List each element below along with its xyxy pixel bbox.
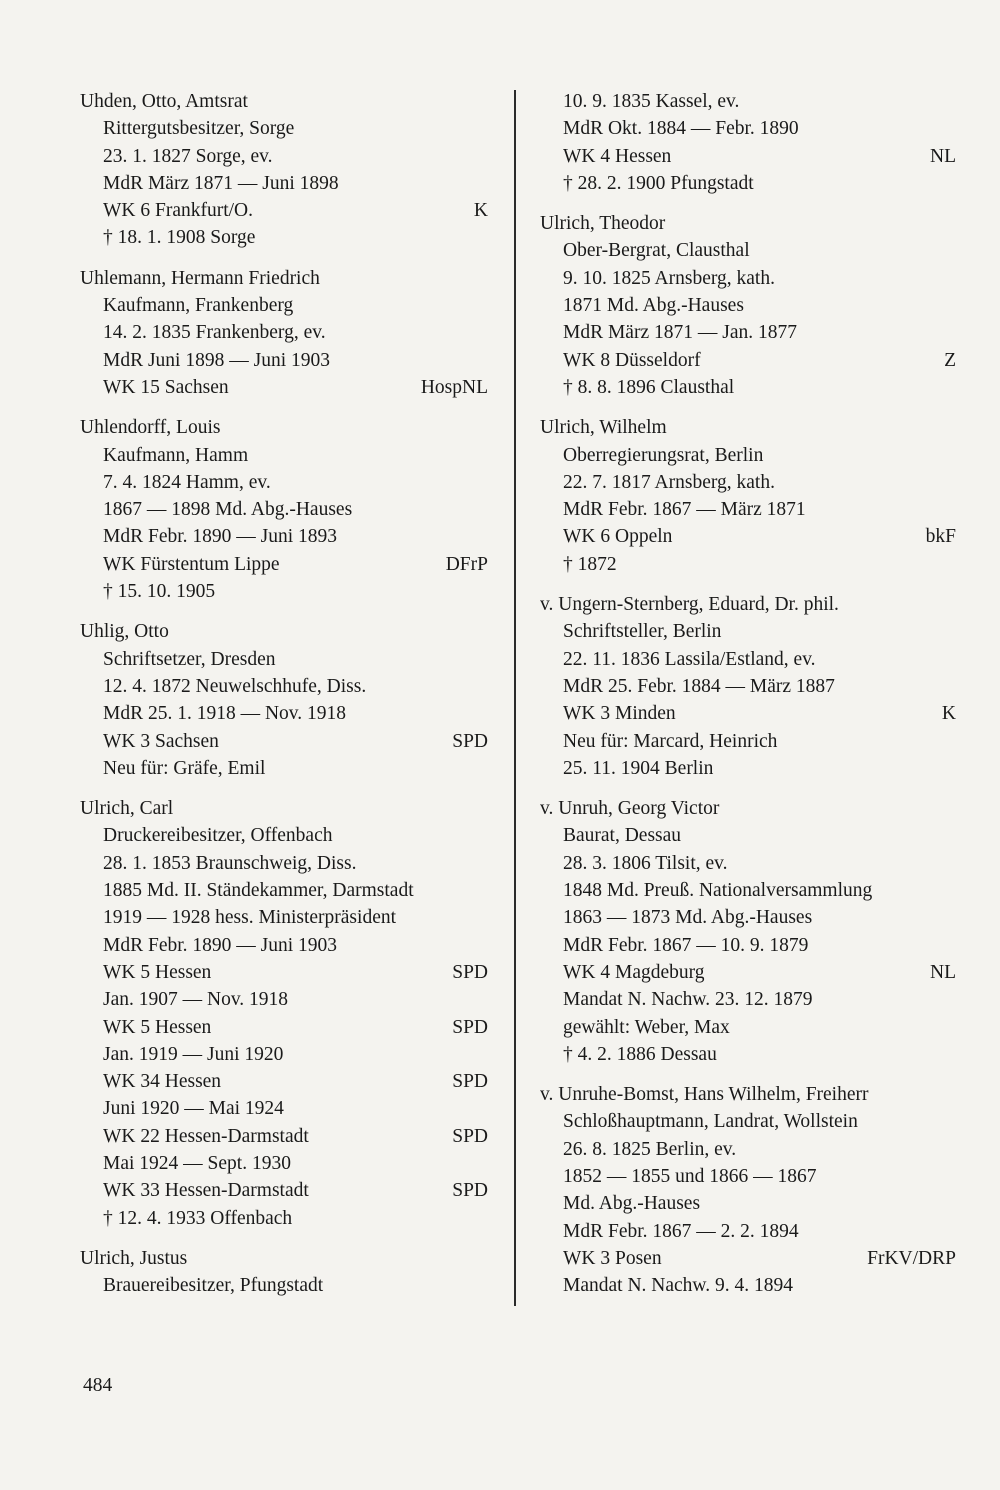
entry-line (540, 1108, 956, 1135)
entry-line-text: WK 3 Minden (563, 703, 676, 725)
party-label: SPD (452, 1071, 488, 1093)
entry-line (80, 292, 488, 319)
entry-line (80, 986, 488, 1013)
entry-line-text: 1919 — 1928 hess. Ministerpräsident (103, 907, 397, 929)
entry-line (80, 932, 488, 959)
entry-line-text: † 15. 10. 1905 (103, 581, 216, 603)
party-label: K (473, 200, 488, 222)
entry-line (80, 143, 488, 170)
entry-line-text: Rittergutsbesitzer, Sorge (103, 118, 295, 140)
entry-line (80, 822, 488, 849)
entry-name: Ulrich, Theodor (540, 213, 666, 235)
entry-line (80, 224, 488, 251)
entry-line-text: Kaufmann, Hamm (103, 444, 249, 466)
entry-line (540, 850, 956, 877)
entry-name: Uhlig, Otto (80, 621, 169, 643)
entry-line (540, 618, 956, 645)
party-label: NL (930, 145, 956, 167)
entry-line (80, 442, 488, 469)
entry-line (540, 1218, 956, 1245)
biography-entry (540, 88, 956, 197)
entry-line (80, 374, 488, 401)
entry-line (540, 728, 956, 755)
entry-line-text: 7. 4. 1824 Hamm, ev. (103, 471, 271, 493)
entry-line-text: WK 22 Hessen-Darmstadt (103, 1125, 309, 1147)
entry-line-text: WK 33 Hessen-Darmstadt (103, 1180, 309, 1202)
entry-line-text: Schloßhauptmann, Landrat, Wollstein (563, 1111, 858, 1133)
page-number: 484 (83, 1375, 113, 1396)
entry-line-text: Ober-Bergrat, Clausthal (563, 240, 750, 262)
entry-line-text: MdR Febr. 1867 — 10. 9. 1879 (563, 934, 809, 956)
entry-line-text: † 12. 4. 1933 Offenbach (103, 1207, 293, 1229)
entry-line (80, 1068, 488, 1095)
entry-line-text: 23. 1. 1827 Sorge, ev. (103, 145, 273, 167)
entry-line-text: Oberregierungsrat, Berlin (563, 444, 764, 466)
entry-line-text: MdR Febr. 1890 — Juni 1893 (103, 526, 338, 548)
entry-line (80, 1014, 488, 1041)
party-label: DFrP (445, 553, 488, 575)
entry-line (80, 1272, 488, 1299)
entry-name: Uhlendorff, Louis (80, 417, 221, 439)
entry-line (540, 347, 956, 374)
entry-line (80, 170, 488, 197)
entry-line (540, 1041, 956, 1068)
entry-line (540, 442, 956, 469)
party-label: SPD (452, 1016, 488, 1038)
entry-line-text: Neu für: Gräfe, Emil (103, 757, 266, 779)
party-label: Z (944, 349, 956, 371)
entry-line (80, 959, 488, 986)
entry-line (540, 700, 956, 727)
entry-line-text: Juni 1920 — Mai 1924 (103, 1098, 284, 1120)
entry-line (540, 932, 956, 959)
right-column (540, 88, 956, 1312)
entry-line (540, 877, 956, 904)
entry-line (540, 292, 956, 319)
column-divider (514, 90, 516, 1306)
entry-line (540, 1014, 956, 1041)
entry-line (540, 1163, 956, 1190)
entry-line (80, 578, 488, 605)
entry-line-text: MdR Okt. 1884 — Febr. 1890 (563, 118, 799, 140)
entry-line-text: MdR Febr. 1890 — Juni 1903 (103, 934, 338, 956)
entry-line (540, 374, 956, 401)
entry-line-text: Schriftsteller, Berlin (563, 621, 722, 643)
party-label: K (941, 703, 956, 725)
entry-line (540, 143, 956, 170)
entry-line-text: WK 6 Oppeln (563, 526, 673, 548)
entry-line (540, 88, 956, 115)
biography-entry (540, 591, 956, 782)
entry-line (80, 728, 488, 755)
entry-line (80, 197, 488, 224)
entry-line-text: WK 4 Hessen (563, 145, 672, 167)
entry-line-text: 22. 11. 1836 Lassila/Estland, ev. (563, 648, 816, 670)
entry-line-text: 12. 4. 1872 Neuwelschhufe, Diss. (103, 675, 367, 697)
entry-line-text: WK Fürstentum Lippe (103, 553, 280, 575)
entry-line-text: 14. 2. 1835 Frankenberg, ev. (103, 322, 326, 344)
entry-line (540, 822, 956, 849)
party-label: HospNL (420, 376, 488, 398)
entry-line (540, 469, 956, 496)
entry-line-text: 10. 9. 1835 Kassel, ev. (563, 91, 740, 112)
entry-line (80, 469, 488, 496)
entry-line (80, 1150, 488, 1177)
party-label: FrKV/DRP (867, 1247, 956, 1269)
biography-entry (540, 414, 956, 578)
party-label: SPD (452, 1180, 488, 1202)
entry-line-text: 9. 10. 1825 Arnsberg, kath. (563, 267, 775, 289)
entry-line (540, 959, 956, 986)
biography-entry (540, 795, 956, 1068)
entry-name: Ulrich, Carl (80, 798, 174, 820)
entry-line (80, 1041, 488, 1068)
entry-line (540, 1136, 956, 1163)
entry-line-text: WK 15 Sachsen (103, 376, 229, 398)
entry-line-text: gewählt: Weber, Max (563, 1016, 730, 1038)
entry-line-text: Schriftsetzer, Dresden (103, 648, 276, 670)
entry-name: v. Ungern-Sternberg, Eduard, Dr. phil. (540, 594, 839, 616)
entry-line (540, 319, 956, 346)
entry-line-text: Jan. 1919 — Juni 1920 (103, 1043, 284, 1065)
entry-line-text: Mai 1924 — Sept. 1930 (103, 1152, 291, 1174)
entry-line (540, 646, 956, 673)
entry-line (540, 551, 956, 578)
party-label: SPD (452, 1125, 488, 1147)
entry-line-text: MdR Juni 1898 — Juni 1903 (103, 349, 330, 371)
entry-name: Ulrich, Wilhelm (540, 417, 667, 439)
entry-line-text: † 8. 8. 1896 Clausthal (563, 376, 735, 398)
entry-line (540, 265, 956, 292)
entry-line-text: WK 6 Frankfurt/O. (103, 200, 254, 222)
entry-line (540, 115, 956, 142)
entry-line (540, 1245, 956, 1272)
entry-name: v. Unruhe-Bomst, Hans Wilhelm, Freiherr (540, 1084, 869, 1106)
entry-line (80, 877, 488, 904)
entry-line-text: MdR 25. 1. 1918 — Nov. 1918 (103, 703, 347, 725)
biography-entry (80, 618, 488, 782)
entry-line-text: 25. 11. 1904 Berlin (563, 757, 714, 779)
party-label: NL (930, 961, 956, 983)
entry-line (80, 496, 488, 523)
entry-line-text: WK 5 Hessen (103, 961, 212, 983)
entry-line-text: Jan. 1907 — Nov. 1918 (103, 989, 289, 1011)
entry-line (80, 700, 488, 727)
entry-line-text: Neu für: Marcard, Heinrich (563, 730, 778, 752)
entry-line (80, 1123, 488, 1150)
entry-line-text: WK 34 Hessen (103, 1071, 222, 1093)
entry-line (80, 673, 488, 700)
entry-line (80, 347, 488, 374)
entry-line-text: † 28. 2. 1900 Pfungstadt (563, 172, 754, 194)
entry-line (540, 237, 956, 264)
entry-line-text: Baurat, Dessau (563, 825, 682, 847)
entry-line-text: 1867 — 1898 Md. Abg.-Hauses (103, 499, 353, 521)
entry-name: Uhlemann, Hermann Friedrich (80, 267, 320, 289)
biography-entry (80, 265, 488, 401)
entry-line-text: Druckereibesitzer, Offenbach (103, 825, 333, 847)
entry-line-text: 1863 — 1873 Md. Abg.-Hauses (563, 907, 813, 929)
entry-line (80, 904, 488, 931)
entry-line-text: WK 4 Magdeburg (563, 961, 705, 983)
entry-line (540, 755, 956, 782)
entry-line-text: Kaufmann, Frankenberg (103, 295, 294, 317)
entry-line-text: MdR März 1871 — Jan. 1877 (563, 322, 797, 344)
entry-line (80, 551, 488, 578)
entry-line-text: † 1872 (563, 553, 617, 575)
entry-name: v. Unruh, Georg Victor (540, 798, 720, 820)
entry-line (540, 523, 956, 550)
entry-line (80, 1095, 488, 1122)
entry-line-text: Brauereibesitzer, Pfungstadt (103, 1275, 324, 1297)
biography-entry (80, 1245, 488, 1300)
entry-line-text: Md. Abg.-Hauses (563, 1193, 701, 1215)
entry-line-text: † 4. 2. 1886 Dessau (563, 1043, 717, 1065)
entry-line-text: WK 3 Sachsen (103, 730, 219, 752)
entry-line (80, 1205, 488, 1232)
entry-line (80, 850, 488, 877)
entry-line (80, 646, 488, 673)
entry-line (540, 1272, 956, 1299)
entry-line-text: MdR 25. Febr. 1884 — März 1887 (563, 675, 835, 697)
entry-line (80, 319, 488, 346)
entry-line-text: Mandat N. Nachw. 9. 4. 1894 (563, 1275, 793, 1297)
party-label: SPD (452, 961, 488, 983)
entry-line (80, 523, 488, 550)
entry-line-text: WK 5 Hessen (103, 1016, 212, 1038)
entry-line (540, 170, 956, 197)
entry-line (540, 1190, 956, 1217)
entry-line (540, 904, 956, 931)
entry-name: Uhden, Otto, Amtsrat (80, 91, 248, 112)
entry-line-text: 22. 7. 1817 Arnsberg, kath. (563, 471, 775, 493)
entry-name: Ulrich, Justus (80, 1247, 188, 1269)
entry-line (540, 673, 956, 700)
entry-line (80, 755, 488, 782)
entry-line-text: MdR März 1871 — Juni 1898 (103, 172, 339, 194)
entry-line-text: 1848 Md. Preuß. Nationalversammlung (563, 880, 873, 902)
biography-entry (540, 1081, 956, 1299)
entry-line-text: 26. 8. 1825 Berlin, ev. (563, 1138, 737, 1160)
entry-line-text: 1852 — 1855 und 1866 — 1867 (563, 1165, 817, 1187)
entry-line-text: WK 8 Düsseldorf (563, 349, 701, 371)
entry-line-text: † 18. 1. 1908 Sorge (103, 227, 256, 249)
entry-line-text: MdR Febr. 1867 — 2. 2. 1894 (563, 1220, 799, 1242)
entry-line-text: 1871 Md. Abg.-Hauses (563, 295, 744, 317)
party-label: bkF (925, 526, 956, 548)
entry-line (80, 1177, 488, 1204)
party-label: SPD (452, 730, 488, 752)
entry-line (540, 986, 956, 1013)
entry-line-text: MdR Febr. 1867 — März 1871 (563, 499, 806, 521)
entry-line-text: 1885 Md. II. Ständekammer, Darmstadt (103, 880, 414, 902)
entry-line-text: Mandat N. Nachw. 23. 12. 1879 (563, 989, 813, 1011)
entry-line (80, 115, 488, 142)
entry-line-text: WK 3 Posen (563, 1247, 662, 1269)
entry-line-text: 28. 1. 1853 Braunschweig, Diss. (103, 852, 357, 874)
biography-entry (80, 795, 488, 1232)
biography-entry (80, 414, 488, 605)
entry-line-text: 28. 3. 1806 Tilsit, ev. (563, 852, 728, 874)
entry-line (540, 496, 956, 523)
left-column (80, 88, 488, 1312)
biography-entry (540, 210, 956, 401)
biography-entry (80, 88, 488, 252)
